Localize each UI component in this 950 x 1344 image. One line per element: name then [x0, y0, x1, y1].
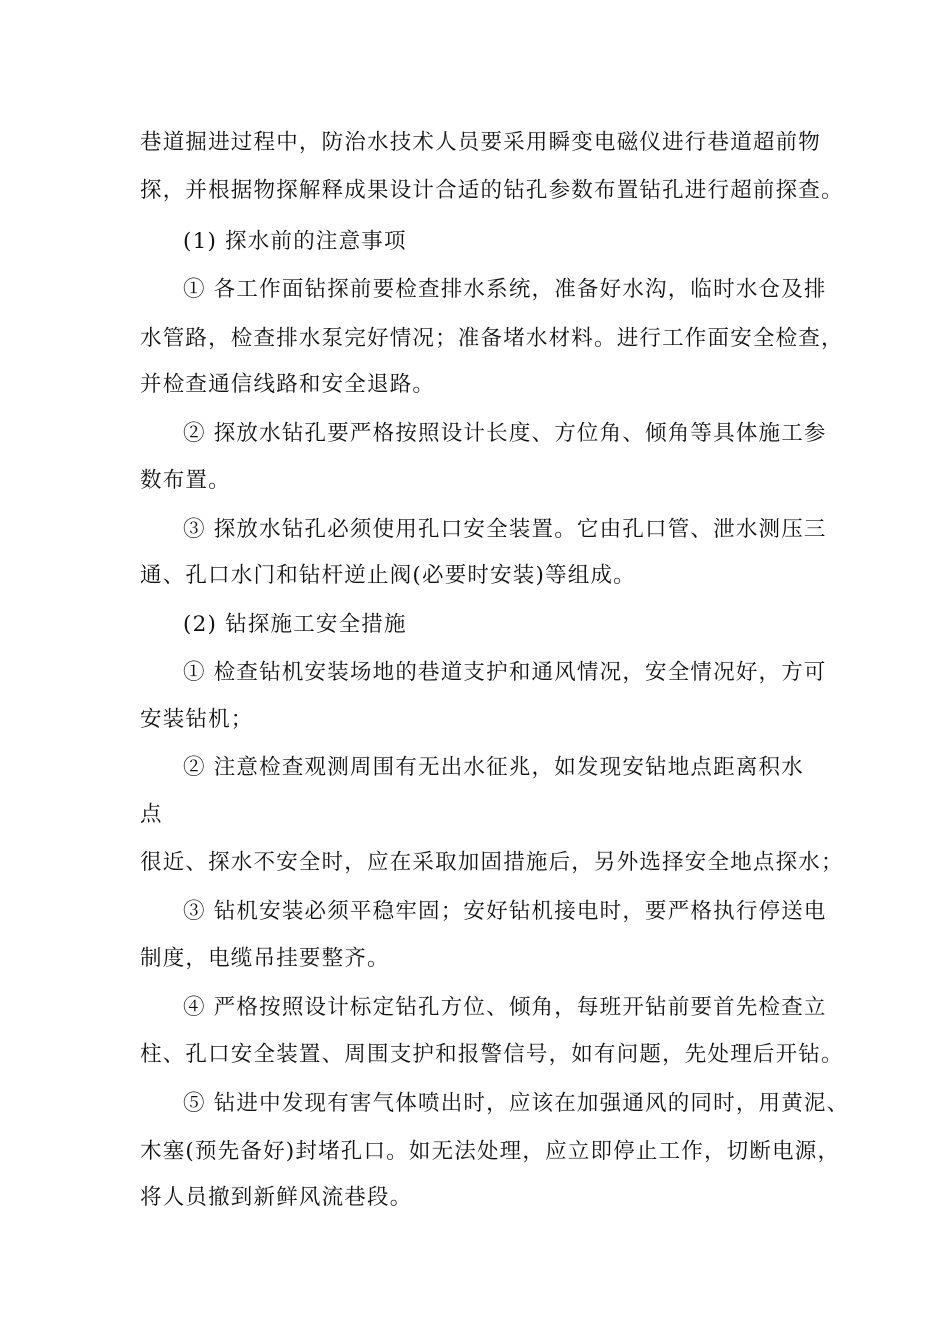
paragraph-line: 通、孔口水门和钻杆逆止阀(必要时安装)等组成。 [140, 563, 636, 588]
paragraph-line: 探，并根据物探解释成果设计合适的钻孔参数布置钻孔进行超前探查。 [140, 178, 844, 203]
paragraph-line: 制度，电缆吊挂要整齐。 [140, 946, 390, 971]
paragraph-line: ③ 钻机安装必须平稳牢固；安好钻机接电时，要严格执行停送电 [183, 899, 827, 924]
paragraph-line: ① 各工作面钻探前要检查排水系统，准备好水沟，临时水仓及排 [183, 277, 827, 302]
paragraph-line: 安装钻机； [140, 707, 254, 732]
paragraph-line: 将人员撤到新鲜风流巷段。 [140, 1185, 413, 1210]
paragraph-line: 柱、孔口安全装置、周围支护和报警信号，如有问题，先处理后开钻。 [140, 1042, 844, 1067]
paragraph-line: ② 注意检查观测周围有无出水征兆，如发现安钻地点距离积水 [183, 755, 804, 780]
paragraph-line: ⑤ 钻进中发现有害气体喷出时，应该在加强通风的同时，用黄泥、 [183, 1091, 850, 1116]
paragraph-line: ③ 探放水钻孔必须使用孔口安全装置。它由孔口管、泄水测压三 [183, 517, 827, 542]
paragraph-line: 巷道掘进过程中，防治水技术人员要采用瞬变电磁仪进行巷道超前物 [140, 130, 822, 155]
section-heading: (1) 探水前的注意事项 [183, 229, 407, 254]
paragraph-line: 木塞(预先备好)封堵孔口。如无法处理，应立即停止工作，切断电源， [140, 1139, 841, 1164]
paragraph-line: ④ 严格按照设计标定钻孔方位、倾角，每班开钻前要首先检查立 [183, 995, 827, 1020]
paragraph-line: 点 [140, 802, 163, 827]
paragraph-line: 很近、探水不安全时，应在采取加固措施后，另外选择安全地点探水； [140, 850, 844, 875]
paragraph-line: ① 检查钻机安装场地的巷道支护和通风情况，安全情况好，方可 [183, 660, 827, 685]
paragraph-line: 并检查通信线路和安全退路。 [140, 372, 436, 397]
section-heading: (2) 钻探施工安全措施 [183, 612, 407, 637]
paragraph-line: ② 探放水钻孔要严格按照设计长度、方位角、倾角等具体施工参 [183, 421, 827, 446]
paragraph-line: 水管路，检查排水泵完好情况；准备堵水材料。进行工作面安全检查， [140, 326, 844, 351]
paragraph-line: 数布置。 [140, 468, 231, 493]
